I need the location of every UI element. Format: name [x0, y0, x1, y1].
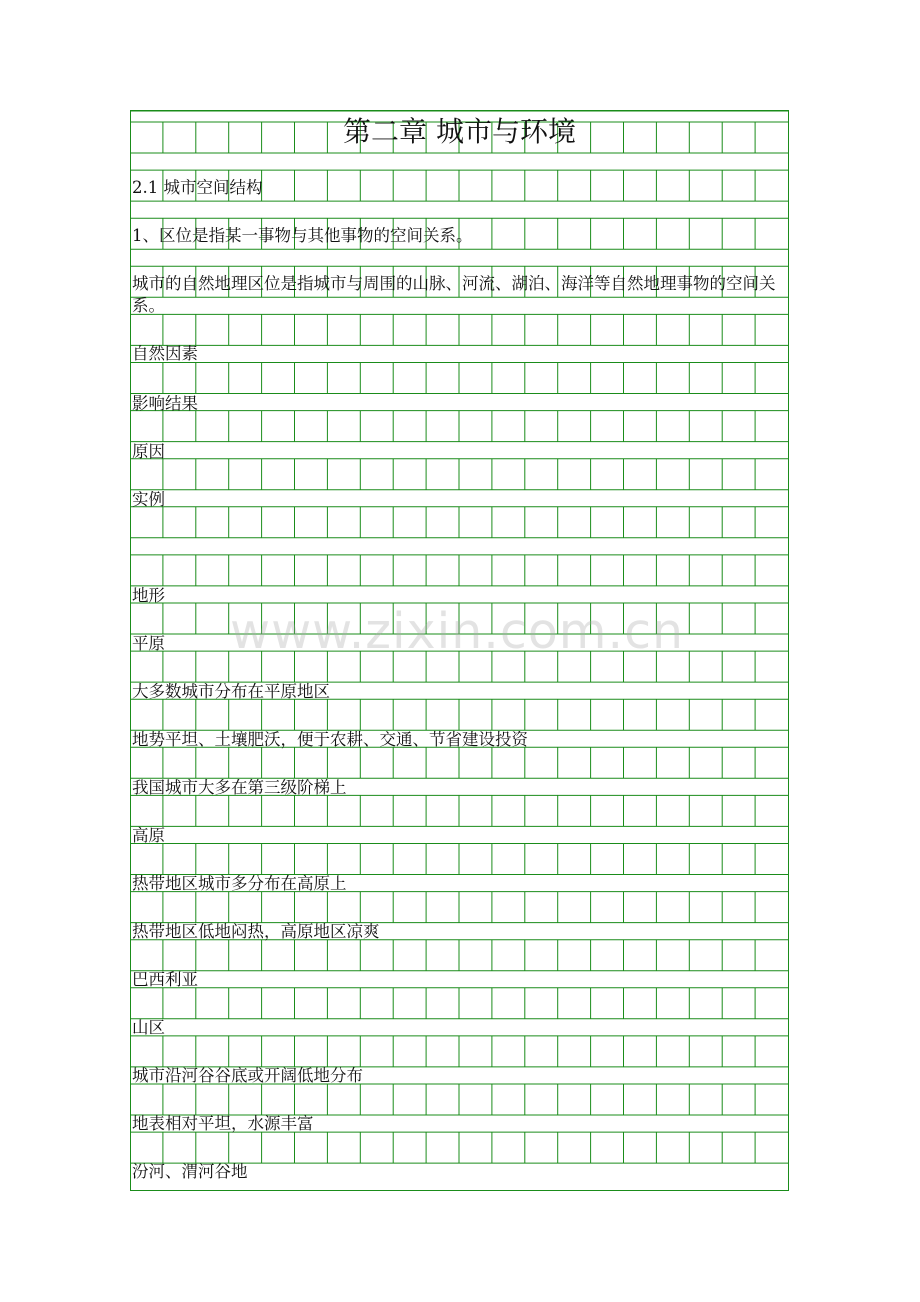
text-line: 地势平坦、土壤肥沃，便于农耕、交通、节省建设投资 — [132, 730, 528, 749]
text-line: 原因 — [132, 442, 165, 461]
text-line: 城市沿河谷谷底或开阔低地分布 — [132, 1066, 363, 1085]
document-body — [130, 110, 789, 1191]
text-line: 地形 — [132, 586, 165, 605]
text-line: 地表相对平坦，水源丰富 — [132, 1114, 314, 1133]
text-line: 影响结果 — [132, 394, 198, 413]
text-line: 自然因素 — [132, 344, 198, 363]
section-heading: 2.1 城市空间结构 — [132, 178, 263, 197]
text-line: 实例 — [132, 490, 165, 509]
text-line: 汾河、渭河谷地 — [132, 1162, 248, 1181]
watermark: www.zixin.com.cn — [230, 603, 685, 660]
text-line: 热带地区低地闷热，高原地区凉爽 — [132, 922, 380, 941]
text-line: 山区 — [132, 1018, 165, 1037]
text-line: 1、区位是指某一事物与其他事物的空间关系。 — [132, 226, 473, 245]
chapter-title: 第二章 城市与环境 — [343, 115, 576, 148]
text-line: 我国城市大多在第三级阶梯上 — [132, 778, 347, 797]
text-line: 大多数城市分布在平原地区 — [132, 682, 330, 701]
text-line: 巴西利亚 — [132, 970, 198, 989]
text-line: 热带地区城市多分布在高原上 — [132, 874, 347, 893]
text-paragraph: 城市的自然地理区位是指城市与周围的山脉、河流、湖泊、海洋等自然地理事物的空间关系。 — [132, 274, 776, 315]
text-line: 高原 — [132, 826, 165, 845]
text-line: 平原 — [132, 634, 165, 653]
